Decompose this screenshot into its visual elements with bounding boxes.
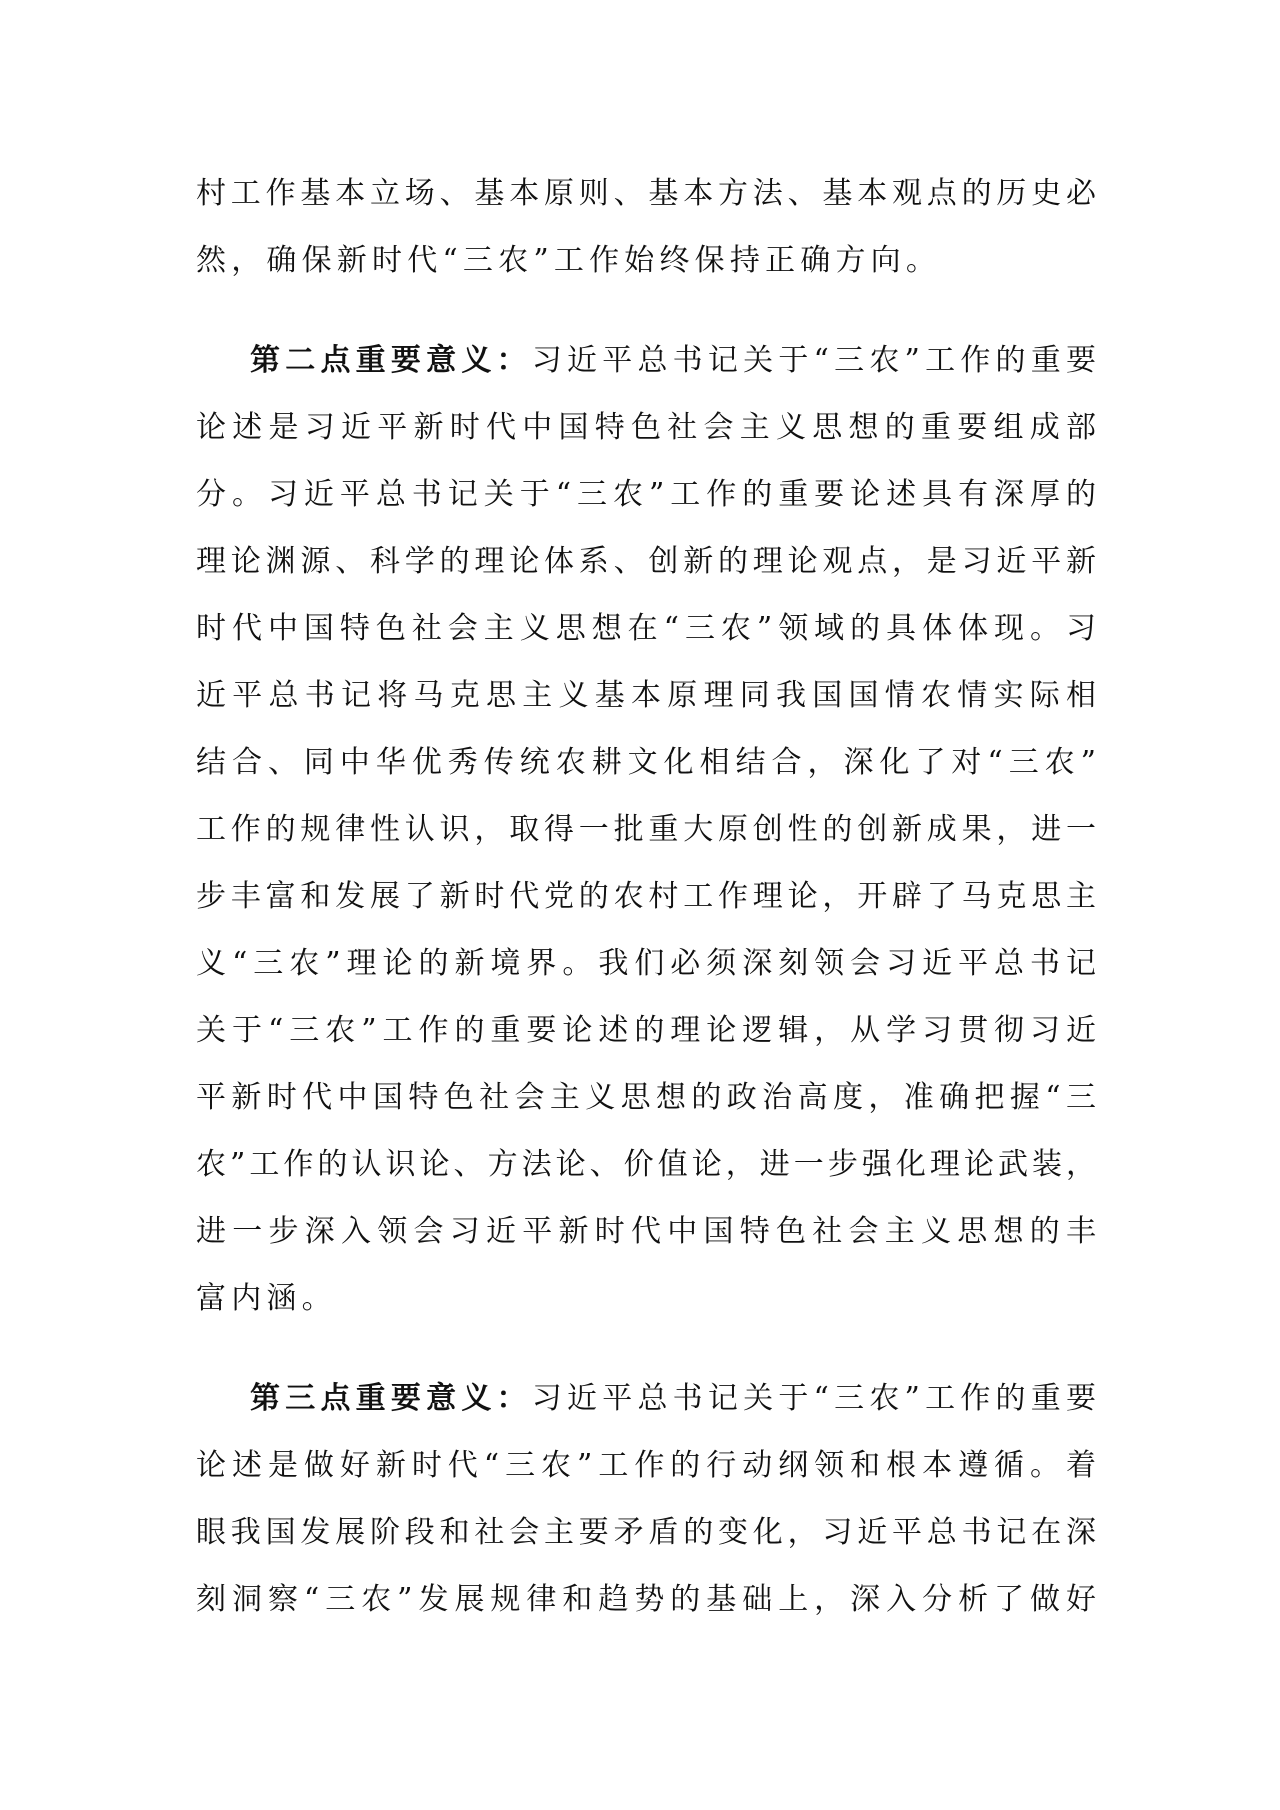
- text-line: [196, 327, 1096, 394]
- point-2-heading: 第二点重要意义：: [250, 343, 532, 378]
- point-3-first-line-text: 习近平总书记关于“三农”工作的重要: [531, 1381, 1096, 1416]
- paragraph-point-3: [196, 1365, 1096, 1633]
- text-line: 近平总书记将马克思主义基本原理同我国国情农情实际相: [196, 678, 1096, 713]
- text-line: 理论渊源、科学的理论体系、创新的理论观点，是习近平新: [196, 544, 1096, 579]
- text-line: 农”工作的认识论、方法论、价值论，进一步强化理论武装，: [196, 1147, 1096, 1182]
- paragraph-gap: [196, 1332, 1096, 1365]
- text-line: 进一步深入领会习近平新时代中国特色社会主义思想的丰: [196, 1214, 1096, 1249]
- text-line: 时代中国特色社会主义思想在“三农”领域的具体体现。习: [196, 611, 1096, 646]
- text-line: 然，确保新时代“三农”工作始终保持正确方向。: [196, 243, 942, 278]
- text-line: 村工作基本立场、基本原则、基本方法、基本观点的历史必: [196, 176, 1096, 211]
- text-line: 步丰富和发展了新时代党的农村工作理论，开辟了马克思主: [196, 879, 1096, 914]
- text-line: [196, 1365, 1096, 1432]
- document-body: [196, 160, 1096, 1633]
- text-line: 分。习近平总书记关于“三农”工作的重要论述具有深厚的: [196, 477, 1096, 512]
- text-line: 结合、同中华优秀传统农耕文化相结合，深化了对“三农”: [196, 745, 1096, 780]
- text-line: 关于“三农”工作的重要论述的理论逻辑，从学习贯彻习近: [196, 1013, 1096, 1048]
- text-line: 论述是习近平新时代中国特色社会主义思想的重要组成部: [196, 410, 1096, 445]
- text-line: 工作的规律性认识，取得一批重大原创性的创新成果，进一: [196, 812, 1096, 847]
- point-3-heading: 第三点重要意义：: [250, 1381, 532, 1416]
- text-line: 义“三农”理论的新境界。我们必须深刻领会习近平总书记: [196, 946, 1096, 981]
- text-line: 平新时代中国特色社会主义思想的政治高度，准确把握“三: [196, 1080, 1096, 1115]
- text-line: 论述是做好新时代“三农”工作的行动纲领和根本遵循。着: [196, 1448, 1096, 1483]
- text-line: 富内涵。: [196, 1281, 337, 1316]
- paragraph-gap: [196, 294, 1096, 327]
- point-2-first-line-text: 习近平总书记关于“三农”工作的重要: [531, 343, 1096, 378]
- paragraph-intro: [196, 160, 1096, 294]
- text-line: 刻洞察“三农”发展规律和趋势的基础上，深入分析了做好: [196, 1582, 1096, 1617]
- paragraph-point-2: [196, 327, 1096, 1332]
- text-line: 眼我国发展阶段和社会主要矛盾的变化，习近平总书记在深: [196, 1515, 1096, 1550]
